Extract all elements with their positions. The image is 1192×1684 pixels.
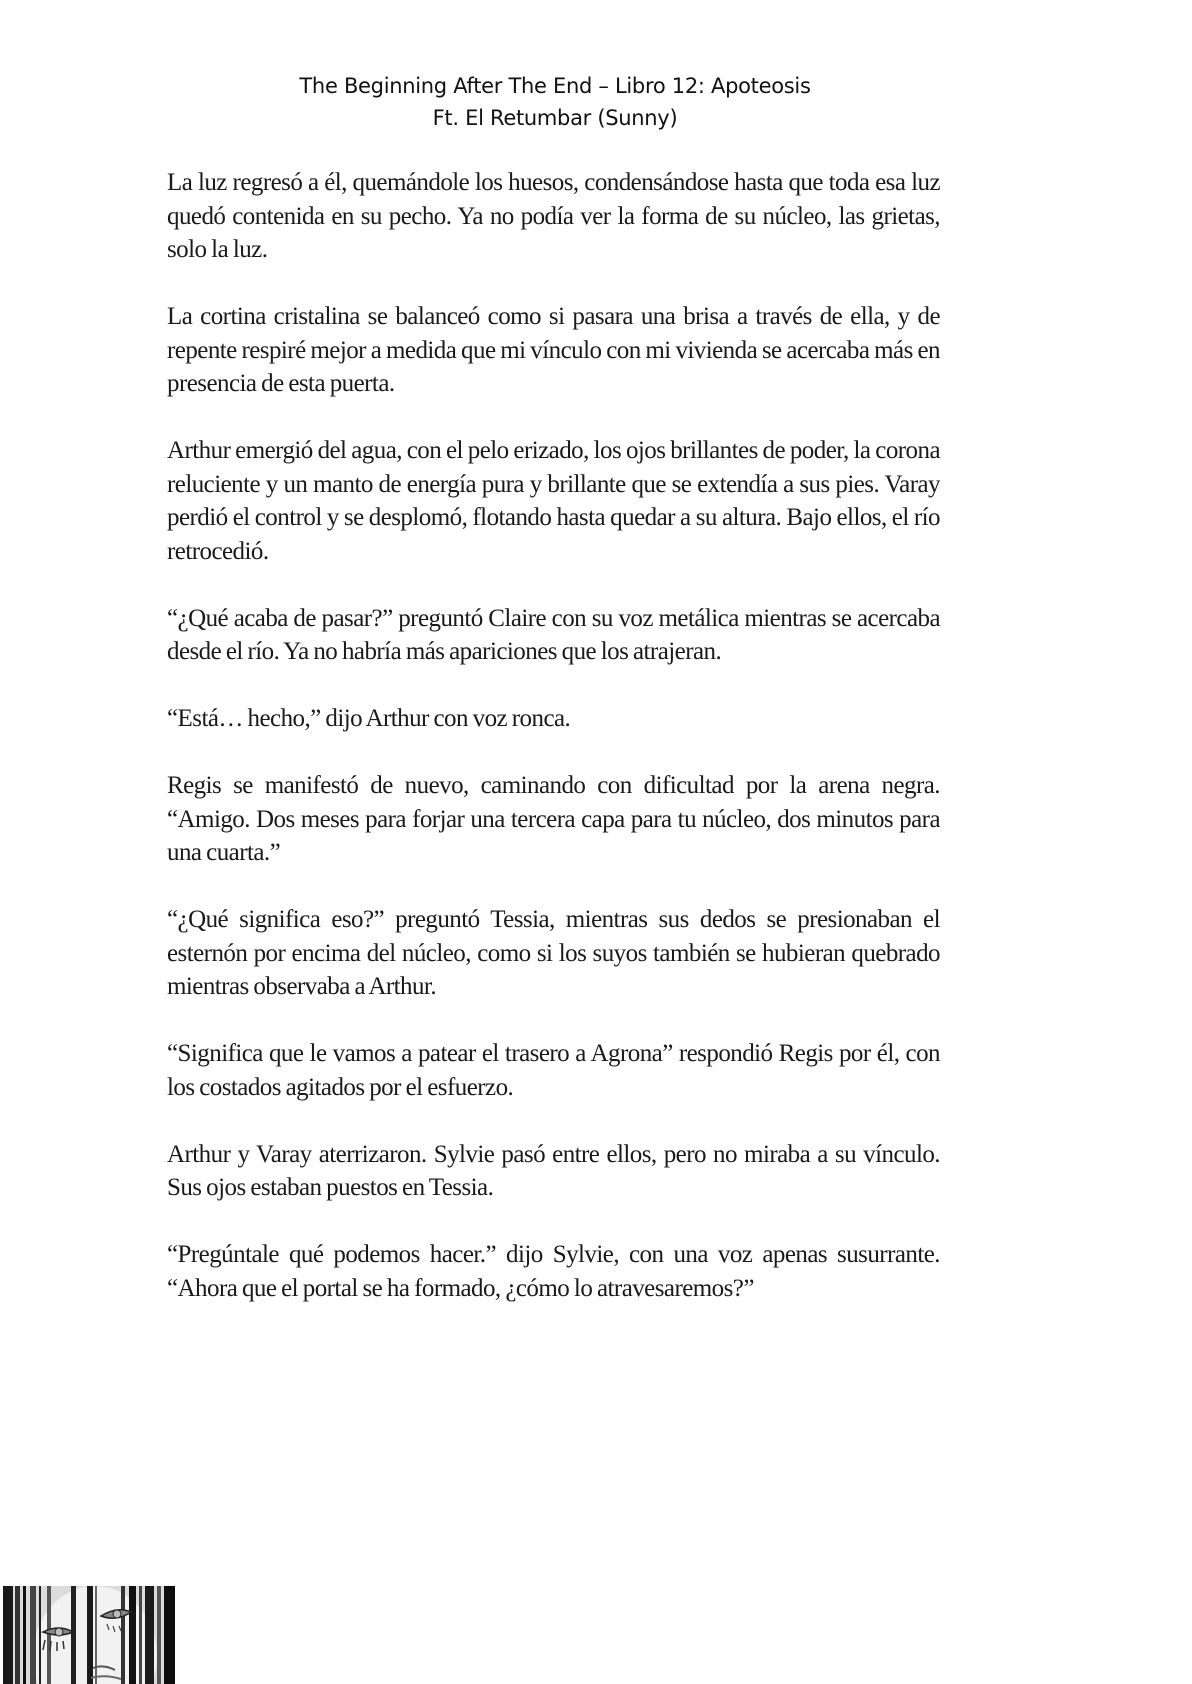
- paragraph: Regis se manifestó de nuevo, caminando con dificultad por la arena negra. “Amigo. Dos meses para forjar una tercera capa para tu núcleo, dos minutos para una cuarta.”: [167, 772, 940, 866]
- paragraph: “¿Qué acaba de pasar?” preguntó Claire con su voz metálica mientras se acercaba desde el río. Ya no habría más apariciones que los atrajeran.: [167, 604, 940, 665]
- header-title-line-1: The Beginning After The End – Libro 12: Apoteosis: [299, 74, 811, 98]
- paragraph: “Pregúntale qué podemos hacer.” dijo Sylvie, con una voz apenas susurrante. “Ahora que el portal se ha formado, ¿cómo lo atravesaremos?”: [167, 1241, 940, 1302]
- paragraph: Arthur y Varay aterrizaron. Sylvie pasó entre ellos, pero no miraba a su vínculo. Sus ojos estaban puestos en Tessia.: [167, 1140, 940, 1201]
- body-text: [167, 166, 940, 1339]
- paragraph: “¿Qué significa eso?” preguntó Tessia, mientras sus dedos se presionaban el esternón por encima del núcleo, como si los suyos también se hubieran quebrado mientras observaba a Arthur.: [167, 906, 940, 1000]
- paragraph: La luz regresó a él, quemándole los huesos, condensándose hasta que toda esa luz quedó contenida en su pecho. Ya no podía ver la forma de su núcleo, las grietas, solo la luz.: [167, 169, 940, 263]
- paragraph: La cortina cristalina se balanceó como si pasara una brisa a través de ella, y de repente respiré mejor a medida que mi vínculo con mi vivienda se acercaba más en presencia de esta puerta.: [167, 303, 940, 397]
- footer-illustration: [3, 1586, 175, 1684]
- header-title-line-2: Ft. El Retumbar (Sunny): [432, 106, 678, 130]
- manga-face-illustration-icon: [3, 1586, 175, 1684]
- paragraph: “Está… hecho,” dijo Arthur con voz ronca.: [167, 705, 571, 732]
- paragraph: “Significa que le vamos a patear el trasero a Agrona” respondió Regis por él, con los costados agitados por el esfuerzo.: [167, 1040, 940, 1101]
- paragraph: Arthur emergió del agua, con el pelo erizado, los ojos brillantes de poder, la corona reluciente y un manto de energía pura y brillante que se extendía a sus pies. Varay perdió el control y se desplomó, flotando hasta quedar a su altura. Bajo ellos, el río retrocedió.: [167, 437, 940, 565]
- page-header: [0, 70, 1110, 134]
